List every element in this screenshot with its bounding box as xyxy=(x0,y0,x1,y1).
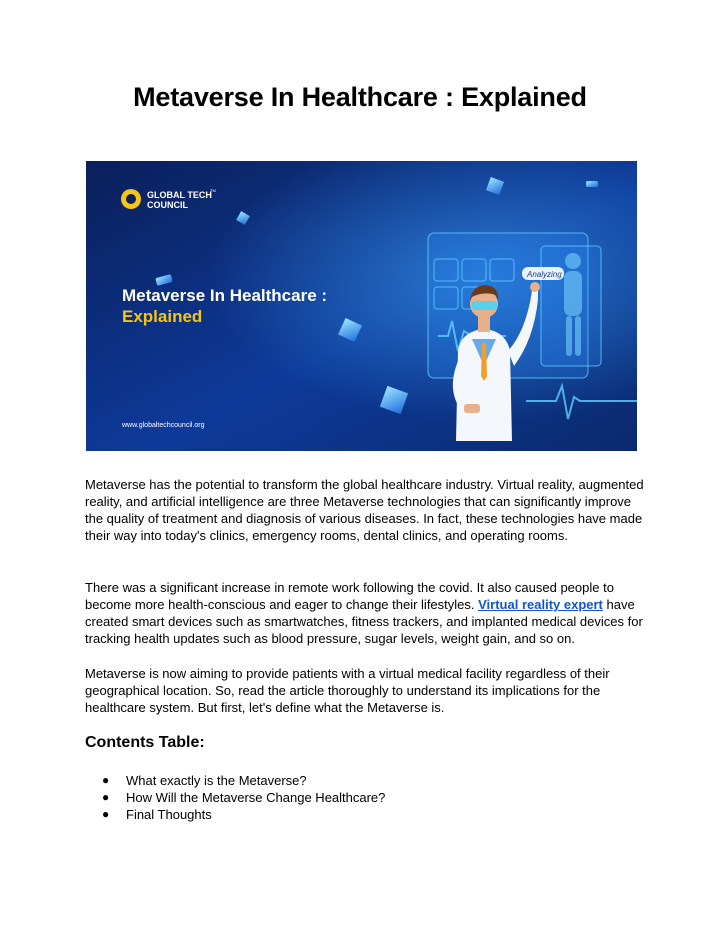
bullet-icon: ● xyxy=(102,790,110,804)
contents-item-label: How Will the Metaverse Change Healthcare? xyxy=(126,790,386,805)
bullet-icon: ● xyxy=(102,807,110,821)
list-item xyxy=(85,772,385,789)
list-item xyxy=(85,806,385,823)
banner-heading-line2: Explained xyxy=(122,307,203,326)
brand-line1: GLOBAL TECH xyxy=(147,190,212,200)
brand-line2: COUNCIL xyxy=(147,200,188,210)
list-item xyxy=(85,789,385,806)
screen-label: Analyzing xyxy=(527,270,562,279)
contents-item-label: What exactly is the Metaverse? xyxy=(126,773,307,788)
contents-list xyxy=(85,772,385,823)
paragraph-intro: Metaverse has the potential to transform the global healthcare industry. Virtual reality, augmented reality, and artificial intelligence are three Metaverse technologies that can significantly improve the quality of treatment and diagnosis of various diseases. In fact, these technologies have made their way into today's clinics, emergency rooms, dental clinics, and operating rooms. xyxy=(85,477,644,543)
bullet-icon: ● xyxy=(102,773,110,787)
council-logo xyxy=(121,189,141,209)
banner-image xyxy=(86,161,637,451)
contents-item-label: Final Thoughts xyxy=(126,807,212,822)
brand-tm: TM xyxy=(210,188,216,193)
paragraph-remote-work xyxy=(85,579,645,647)
banner-heading-line1: Metaverse In Healthcare : xyxy=(122,286,328,305)
paragraph-remote-work-text: There was a significant increase in remote work following the covid. It also caused people to become more health-conscious and eager to change their lifestyles. xyxy=(85,580,614,612)
paragraph-virtual-facility: Metaverse is now aiming to provide patients with a virtual medical facility regardless of their geographical location. So, read the article thoroughly to understand its implications for the healthcare system. But first, let's define what the Metaverse is. xyxy=(85,666,610,715)
page-title: Metaverse In Healthcare : Explained xyxy=(133,82,587,112)
paragraph-remote-work-text-end: have created smart devices such as smartwatches, fitness trackers, and implanted medical devices for tracking health updates such as blood pressure, sugar levels, weight gain, and so on. xyxy=(85,597,643,646)
banner-url: www.globaltechcouncil.org xyxy=(122,422,205,429)
contents-table-heading: Contents Table: xyxy=(85,734,205,751)
virtual-reality-expert-link[interactable]: Virtual reality expert xyxy=(478,597,603,612)
